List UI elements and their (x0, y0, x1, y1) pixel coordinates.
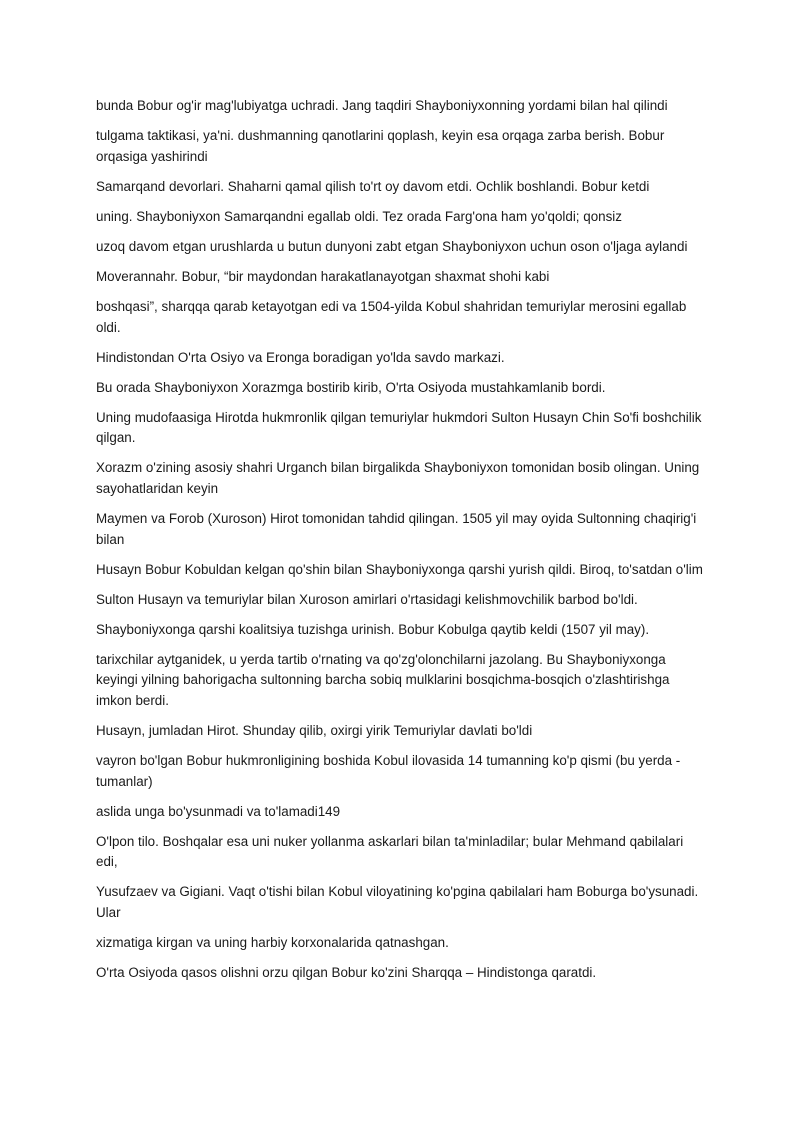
paragraph: Samarqand devorlari. Shaharni qamal qilish to'rt oy davom etdi. Ochlik boshlandi. Bobur ketdi (96, 178, 650, 194)
paragraph: Husayn, jumladan Hirot. Shunday qilib, oxirgi yirik Temuriylar davlati bo'ldi (96, 723, 533, 738)
paragraph: uning. Shayboniyxon Samarqandni egallab oldi. Tez orada Farg'ona ham yo'qoldi; qonsiz (96, 208, 622, 224)
paragraph: O'rta Osiyoda qasos olishni orzu qilgan Bobur ko'zini Sharqqa – Hindistonga qaratdi. (96, 965, 597, 981)
paragraph: Moverannahr. Bobur, “bir maydondan harakatlanayotgan shaxmat shohi kabi (96, 268, 550, 284)
paragraph: uzoq davom etgan urushlarda u butun dunyoni zabt etgan Shayboniyxon uchun oson o'ljaga aylandi (96, 238, 688, 254)
paragraph: Maymen va Forob (Xuroson) Hirot tomonidan tahdid qilingan. 1505 yil may oyida Sultonning chaqirig'i bilan (96, 511, 697, 547)
paragraph: vayron bo'lgan Bobur hukmronligining boshida Kobul ilovasida 14 tumanning ko'p qismi (bu yerda - tumanlar) (96, 753, 681, 789)
paragraph: Sulton Husayn va temuriylar bilan Xuroson amirlari o'rtasidagi kelishmovchilik barbod bo'ldi. (96, 591, 638, 607)
paragraph: aslida unga bo'ysunmadi va to'lamadi149 (96, 803, 341, 819)
paragraph: xizmatiga kirgan va uning harbiy korxonalarida qatnashgan. (96, 934, 449, 950)
paragraph: tulgama taktikasi, ya'ni. dushmanning qanotlarini qoplash, keyin esa orqaga zarba berish. Bobur orqasiga yashirindi (96, 128, 665, 164)
paragraph: bunda Bobur og'ir mag'lubiyatga uchradi. Jang taqdiri Shayboniyxonning yordami bilan hal qilindi (96, 98, 668, 113)
paragraph: Husayn Bobur Kobuldan kelgan qo'shin bilan Shayboniyxonga qarshi yurish qildi. Biroq, to'satdan o'lim (96, 561, 703, 577)
paragraph: Uning mudofaasiga Hirotda hukmronlik qilgan temuriylar hukmdori Sulton Husayn Chin So'fi boshchilik qilgan. (96, 409, 702, 446)
paragraph: Hindistondan O'rta Osiyo va Eronga boradigan yo'lda savdo markazi. (96, 349, 505, 365)
paragraph: O'lpon tilo. Boshqalar esa uni nuker yollanma askarlari bilan ta'minladilar; bular Mehmand qabilalari edi, (96, 833, 684, 870)
paragraph: tarixchilar aytganidek, u yerda tartib o'rnating va qo'zg'olonchilarni jazolang. Bu Shayboniyxonga keyingi yilning bahorigacha sultonning barcha sobiq mulklarini bosqichma-bosqich o'zlashtirishga imkon berdi. (96, 651, 670, 708)
paragraph: Shayboniyxonga qarshi koalitsiya tuzishga urinish. Bobur Kobulga qaytib keldi (1507 yil may). (96, 621, 650, 637)
paragraph: Yusufzaev va Gigiani. Vaqt o'tishi bilan Kobul viloyatining ko'pgina qabilalari ham Boburga bo'ysunadi. Ular (96, 884, 699, 920)
paragraph: Xorazm o'zining asosiy shahri Urganch bilan birgalikda Shayboniyxon tomonidan bosib olingan. Uning sayohatlaridan keyin (96, 460, 700, 496)
paragraph: boshqasi”, sharqqa qarab ketayotgan edi va 1504-yilda Kobul shahridan temuriylar merosini egallab oldi. (96, 299, 687, 335)
paragraph: Bu orada Shayboniyxon Xorazmga bostirib kirib, O'rta Osiyoda mustahkamlanib bordi. (96, 379, 606, 395)
